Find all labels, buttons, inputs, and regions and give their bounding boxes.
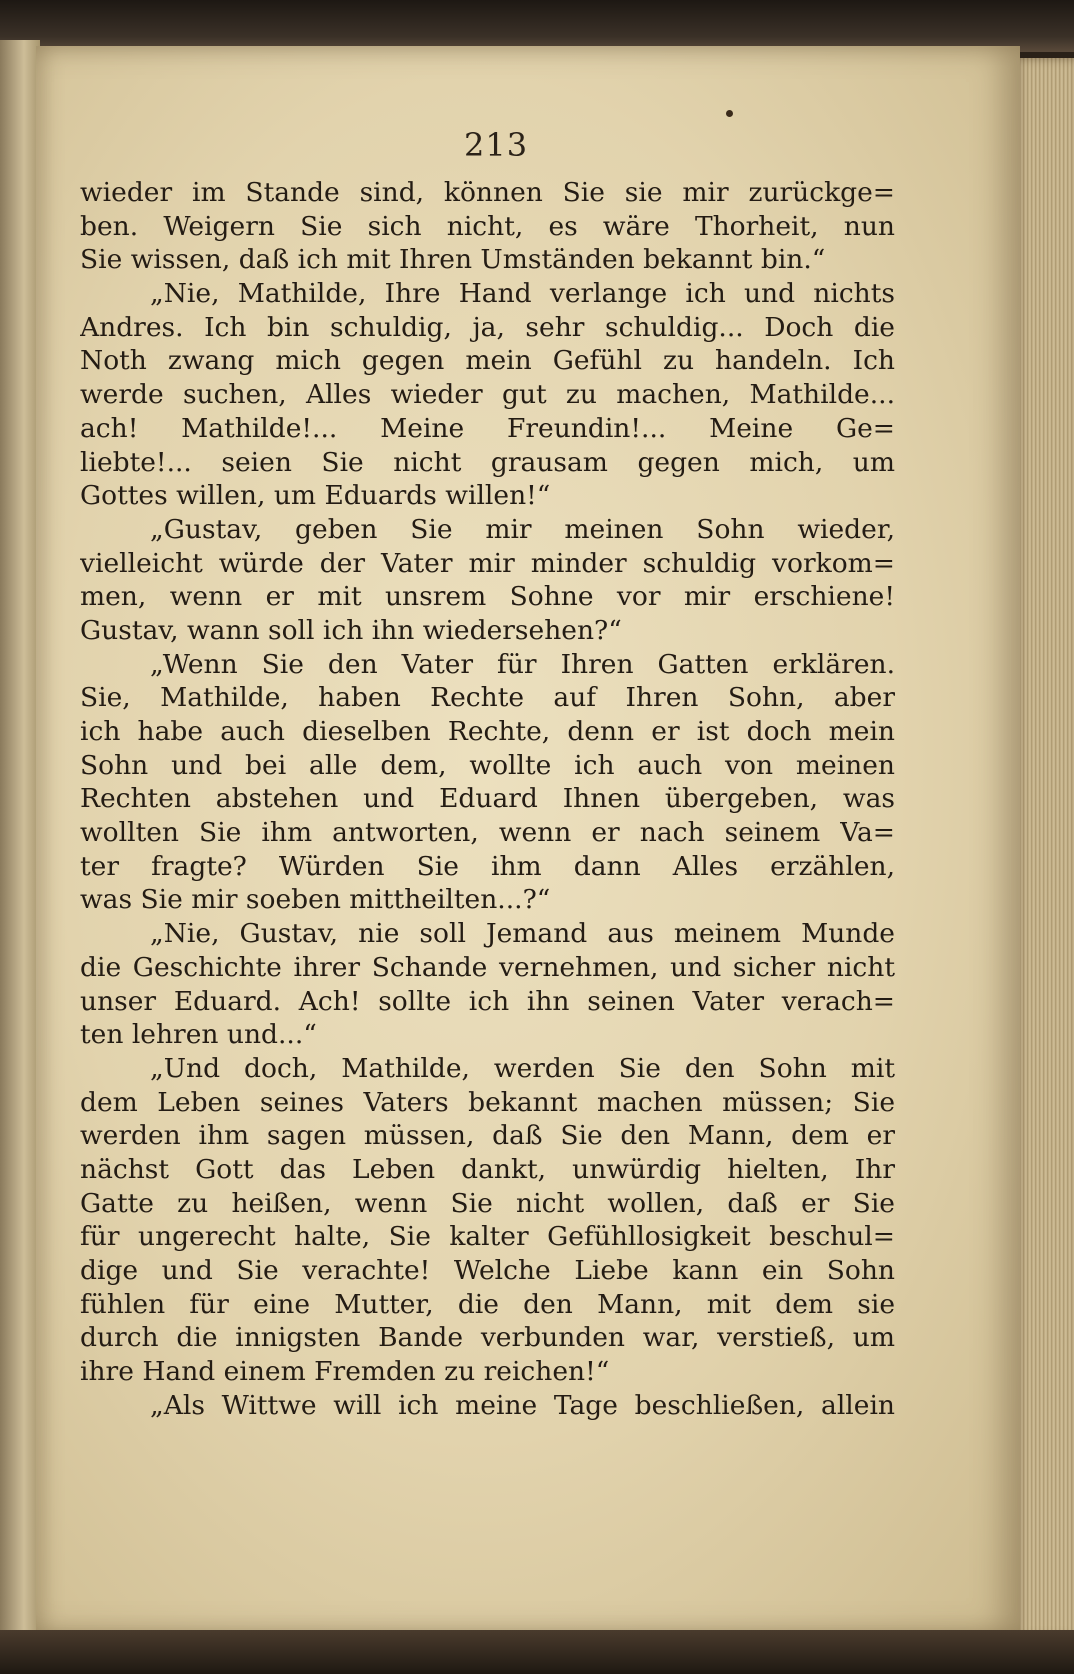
- text-line: Gustav, wann soll ich ihn wiedersehen?“: [80, 614, 622, 646]
- page-stack-edge: [1012, 58, 1074, 1638]
- text-line: Andres. Ich bin schuldig, ja, sehr schuldig... Doch die: [80, 311, 895, 343]
- book-top-edge: [0, 0, 1074, 52]
- text-line: Sie wissen, daß ich mit Ihren Umständen bekannt bin.“: [80, 244, 826, 276]
- text-line: wollten Sie ihm antworten, wenn er nach seinem Va=: [80, 817, 895, 849]
- text-line: vielleicht würde der Vater mir minder schuldig vorkom=: [80, 547, 895, 579]
- left-page-edge: [0, 40, 40, 1640]
- body-text: [80, 176, 895, 1422]
- book-bottom-edge: [0, 1630, 1074, 1674]
- text-line: Rechten abstehen und Eduard Ihnen übergeben, was: [80, 783, 895, 815]
- text-line: Sie, Mathilde, haben Rechte auf Ihren Sohn, aber: [80, 682, 895, 714]
- text-line: für ungerecht halte, Sie kalter Gefühllosigkeit beschul=: [80, 1221, 895, 1253]
- text-line: was Sie mir soeben mittheilten...?“: [80, 884, 551, 916]
- text-line: „Wenn Sie den Vater für Ihren Gatten erklären.: [150, 648, 895, 680]
- text-line: Gottes willen, um Eduards willen!“: [80, 480, 551, 512]
- text-line: liebte!... seien Sie nicht grausam gegen mich, um: [80, 446, 895, 478]
- ink-spot: [726, 110, 733, 117]
- text-line: ihre Hand einem Fremden zu reichen!“: [80, 1356, 610, 1388]
- text-line: werde suchen, Alles wieder gut zu machen, Mathilde...: [80, 379, 895, 411]
- text-line: „Nie, Gustav, nie soll Jemand aus meinem Munde: [150, 918, 895, 950]
- text-line: dige und Sie verachte! Welche Liebe kann ein Sohn: [80, 1255, 895, 1286]
- text-line: „Nie, Mathilde, Ihre Hand verlange ich und nichts: [150, 278, 895, 310]
- text-line: „Gustav, geben Sie mir meinen Sohn wieder,: [150, 513, 895, 545]
- text-line: Sohn und bei alle dem, wollte ich auch von meinen: [80, 749, 895, 781]
- text-line: Gatte zu heißen, wenn Sie nicht wollen, daß er Sie: [80, 1187, 895, 1219]
- text-line: „Und doch, Mathilde, werden Sie den Sohn mit: [150, 1052, 895, 1084]
- text-line: unser Eduard. Ach! sollte ich ihn seinen Vater verach=: [80, 985, 895, 1017]
- text-line: nächst Gott das Leben dankt, unwürdig hielten, Ihr: [80, 1153, 895, 1185]
- text-line: ich habe auch dieselben Rechte, denn er ist doch mein: [80, 716, 895, 747]
- text-line: ben. Weigern Sie sich nicht, es wäre Thorheit, nun: [80, 210, 895, 242]
- text-line: dem Leben seines Vaters bekannt machen müssen; Sie: [80, 1086, 895, 1118]
- text-line: Noth zwang mich gegen mein Gefühl zu handeln. Ich: [80, 345, 895, 377]
- text-line: ach! Mathilde!... Meine Freundin!... Meine Ge=: [80, 412, 895, 444]
- page-number: 213: [464, 126, 529, 164]
- text-line: fühlen für eine Mutter, die den Mann, mit dem sie: [80, 1288, 895, 1320]
- text-line: werden ihm sagen müssen, daß Sie den Mann, dem er: [80, 1120, 895, 1152]
- text-line: men, wenn er mit unsrem Sohne vor mir erschiene!: [80, 581, 895, 613]
- text-line: „Als Wittwe will ich meine Tage beschließen, allein: [150, 1389, 895, 1421]
- text-line: durch die innigsten Bande verbunden war, verstieß, um: [80, 1322, 895, 1354]
- text-line: wieder im Stande sind, können Sie sie mir zurückge=: [80, 177, 895, 208]
- text-line: ten lehren und...“: [80, 1019, 317, 1051]
- text-line: die Geschichte ihrer Schande vernehmen, und sicher nicht: [80, 951, 895, 983]
- text-line: ter fragte? Würden Sie ihm dann Alles erzählen,: [80, 850, 895, 882]
